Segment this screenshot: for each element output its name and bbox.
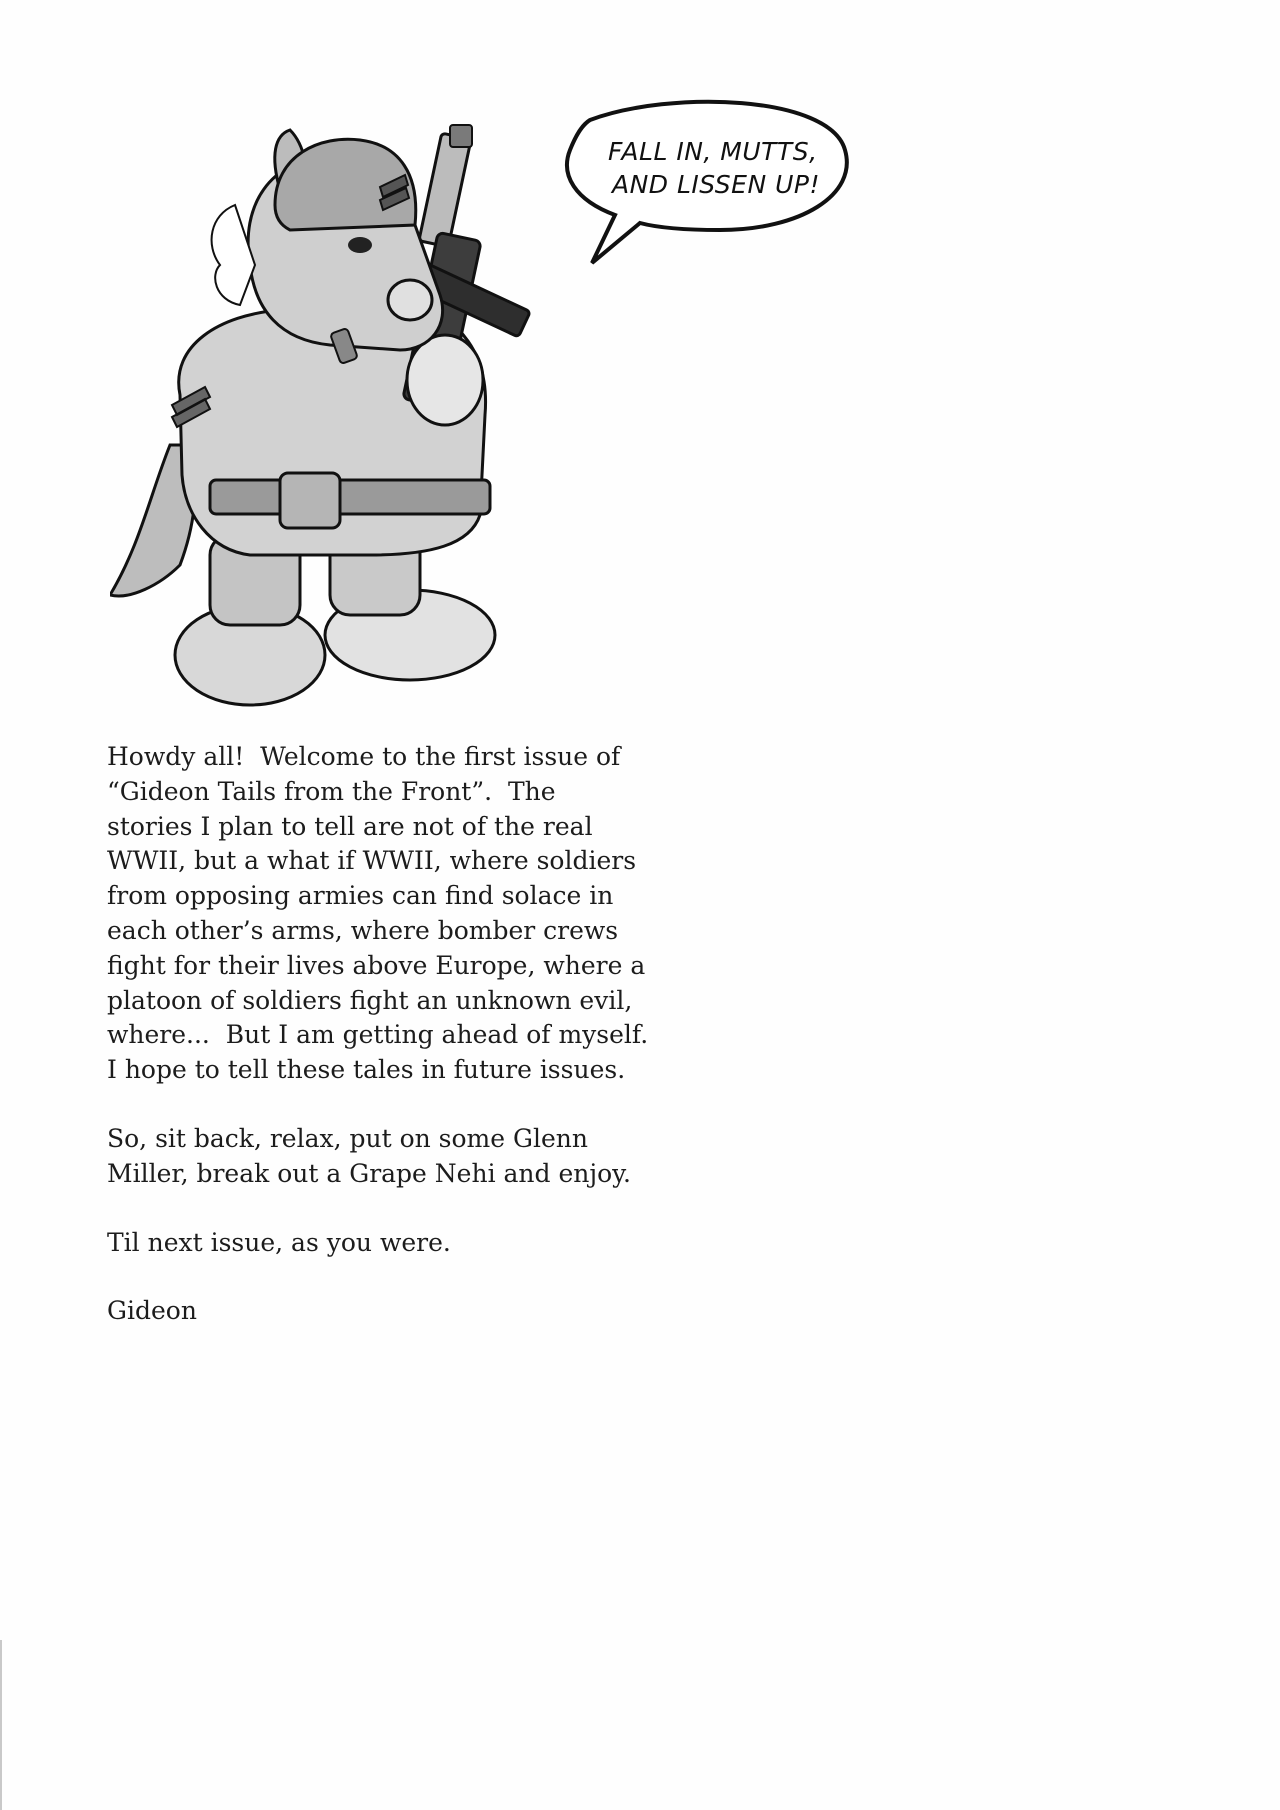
paragraph-intro-line: I hope to tell these tales in future issues.: [107, 1055, 626, 1085]
pouch-shape: [280, 473, 340, 528]
paragraph-intro-line: stories I plan to tell are not of the real: [107, 811, 593, 841]
eye-shape: [348, 237, 372, 253]
mane-shape: [212, 205, 255, 305]
paragraph-relax: [107, 1122, 707, 1192]
speech-bubble: [567, 102, 847, 263]
paragraph-intro: [107, 740, 707, 1088]
hand-shape: [407, 335, 483, 425]
signature: Gideon: [107, 1296, 197, 1326]
paragraph-intro-line: WWII, but a what if WWII, where soldiers: [107, 846, 637, 876]
paragraph-intro-line: from opposing armies can find solace in: [107, 881, 614, 911]
letter-body: [107, 740, 707, 1363]
paragraph-intro-line: each other’s arms, where bomber crews: [107, 915, 619, 945]
donkey-soldier-icon: [110, 95, 860, 715]
speech-bubble-line1: FALL IN, MUTTS,: [608, 137, 818, 166]
paragraph-relax-line: Miller, break out a Grape Nehi and enjoy.: [107, 1158, 631, 1188]
paragraph-relax-line: So, sit back, relax, put on some Glenn: [107, 1123, 588, 1153]
scan-edge-line: [0, 1640, 2, 1810]
paragraph-intro-line: where... But I am getting ahead of myself.: [107, 1020, 649, 1050]
paragraph-intro-line: “Gideon Tails from the Front”. The: [107, 776, 556, 806]
paragraph-intro-line: platoon of soldiers fight an unknown evil,: [107, 985, 633, 1015]
paragraph-intro-line: fight for their lives above Europe, where a: [107, 950, 646, 980]
paragraph-intro-line: Howdy all! Welcome to the first issue of: [107, 742, 621, 771]
belt-shape: [210, 480, 490, 514]
speech-bubble-line2: AND LISSEN UP!: [612, 170, 820, 199]
paragraph-closing: Til next issue, as you were.: [107, 1227, 451, 1257]
